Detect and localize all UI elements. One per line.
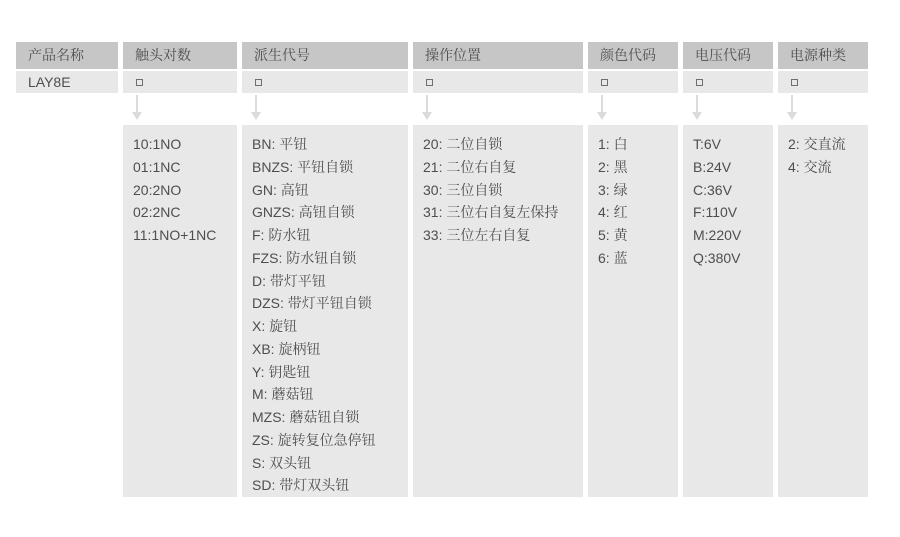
code-column [778, 42, 868, 497]
code-placeholder-box [136, 79, 143, 86]
option-item: T:6V [693, 136, 722, 152]
option-item: MZS: 蘑菇钮自锁 [252, 409, 360, 425]
down-arrow-icon [787, 95, 797, 120]
arrow-shaft [426, 95, 428, 112]
option-item: S: 双头钮 [252, 454, 312, 471]
options-box [413, 125, 583, 497]
code-placeholder-box [426, 79, 433, 86]
down-arrow-icon [132, 95, 142, 120]
arrow-shaft [136, 95, 138, 112]
option-item: GNZS: 高钮自锁 [252, 204, 355, 221]
down-arrow-icon [422, 95, 432, 120]
option-item: 1: 白 [598, 136, 628, 152]
arrow-zone [413, 93, 583, 125]
options-box [242, 125, 408, 497]
option-item: 01:1NC [133, 158, 181, 175]
column-header: 颜色代码 [588, 42, 678, 69]
down-arrow-icon [597, 95, 607, 120]
column-header: 操作位置 [413, 42, 583, 69]
column-header: 产品名称 [16, 42, 118, 69]
option-item: 3: 绿 [598, 181, 628, 198]
code-column [242, 42, 408, 497]
code-cell [123, 71, 237, 93]
option-item: ZS: 旋转复位急停钮 [252, 431, 376, 448]
option-item: Y: 钥匙钮 [252, 363, 311, 380]
code-placeholder-box [696, 79, 703, 86]
option-item: BNZS: 平钮自锁 [252, 158, 354, 175]
arrow-head [132, 112, 142, 120]
option-item: F:110V [693, 204, 738, 221]
code-column [413, 42, 583, 497]
option-item: DZS: 带灯平钮自锁 [252, 295, 372, 312]
column-header: 电源种类 [778, 42, 868, 69]
option-item: 5: 黄 [598, 227, 628, 243]
option-item: 20: 二位自锁 [423, 136, 503, 152]
arrow-shaft [791, 95, 793, 112]
down-arrow-icon [692, 95, 702, 120]
option-item: FZS: 防水钮自锁 [252, 249, 357, 266]
option-item: 4: 交流 [788, 158, 832, 175]
option-item: D: 带灯平钮 [252, 272, 326, 289]
column-header: 电压代码 [683, 42, 773, 69]
option-item: 02:2NC [133, 204, 181, 221]
code-column [588, 42, 678, 497]
option-item: M: 蘑菇钮 [252, 386, 314, 403]
option-item: 10:1NO [133, 136, 182, 152]
product-column [16, 42, 118, 497]
code-column [683, 42, 773, 497]
arrow-shaft [601, 95, 603, 112]
option-item: SD: 带灯双头钮 [252, 477, 350, 494]
product-code: LAY8E [16, 71, 118, 93]
option-item: F: 防水钮 [252, 227, 311, 243]
option-item: 20:2NO [133, 181, 182, 198]
option-item: GN: 高钮 [252, 181, 309, 198]
options-box [588, 125, 678, 497]
options-box [778, 125, 868, 497]
option-item: C:36V [693, 181, 732, 198]
option-item: 4: 红 [598, 204, 628, 221]
code-cell [683, 71, 773, 93]
option-item: BN: 平钮 [252, 136, 308, 152]
code-placeholder-box [255, 79, 262, 86]
arrow-shaft [696, 95, 698, 112]
code-placeholder-box [791, 79, 798, 86]
option-item: X: 旋钮 [252, 318, 298, 334]
arrow-zone [123, 93, 237, 125]
column-header: 派生代号 [242, 42, 408, 69]
code-cell [413, 71, 583, 93]
arrow-zone [683, 93, 773, 125]
option-item: XB: 旋柄钮 [252, 340, 321, 357]
option-item: 33: 三位左右自复 [423, 227, 531, 243]
option-item: 2: 黑 [598, 158, 628, 175]
option-item: 6: 蓝 [598, 249, 628, 266]
arrow-shaft [255, 95, 257, 112]
down-arrow-icon [251, 95, 261, 120]
code-placeholder-box [601, 79, 608, 86]
option-item: 30: 三位自锁 [423, 181, 503, 198]
arrow-head [692, 112, 702, 120]
arrow-head [422, 112, 432, 120]
arrow-head [251, 112, 261, 120]
code-cell [242, 71, 408, 93]
arrow-zone [778, 93, 868, 125]
column-header: 触头对数 [123, 42, 237, 69]
option-item: 11:1NO+1NC [133, 227, 217, 243]
option-item: M:220V [693, 227, 742, 243]
option-item: 21: 二位右自复 [423, 158, 517, 175]
arrow-head [597, 112, 607, 120]
options-box [683, 125, 773, 497]
arrow-zone [242, 93, 408, 125]
code-column [123, 42, 237, 497]
arrow-head [787, 112, 797, 120]
option-item: 31: 三位右自复左保持 [423, 204, 559, 221]
option-item: 2: 交直流 [788, 136, 846, 152]
code-cell [588, 71, 678, 93]
arrow-zone [588, 93, 678, 125]
options-box [123, 125, 237, 497]
spec-table [16, 42, 868, 497]
option-item: Q:380V [693, 249, 741, 266]
option-item: B:24V [693, 158, 732, 175]
code-cell [778, 71, 868, 93]
